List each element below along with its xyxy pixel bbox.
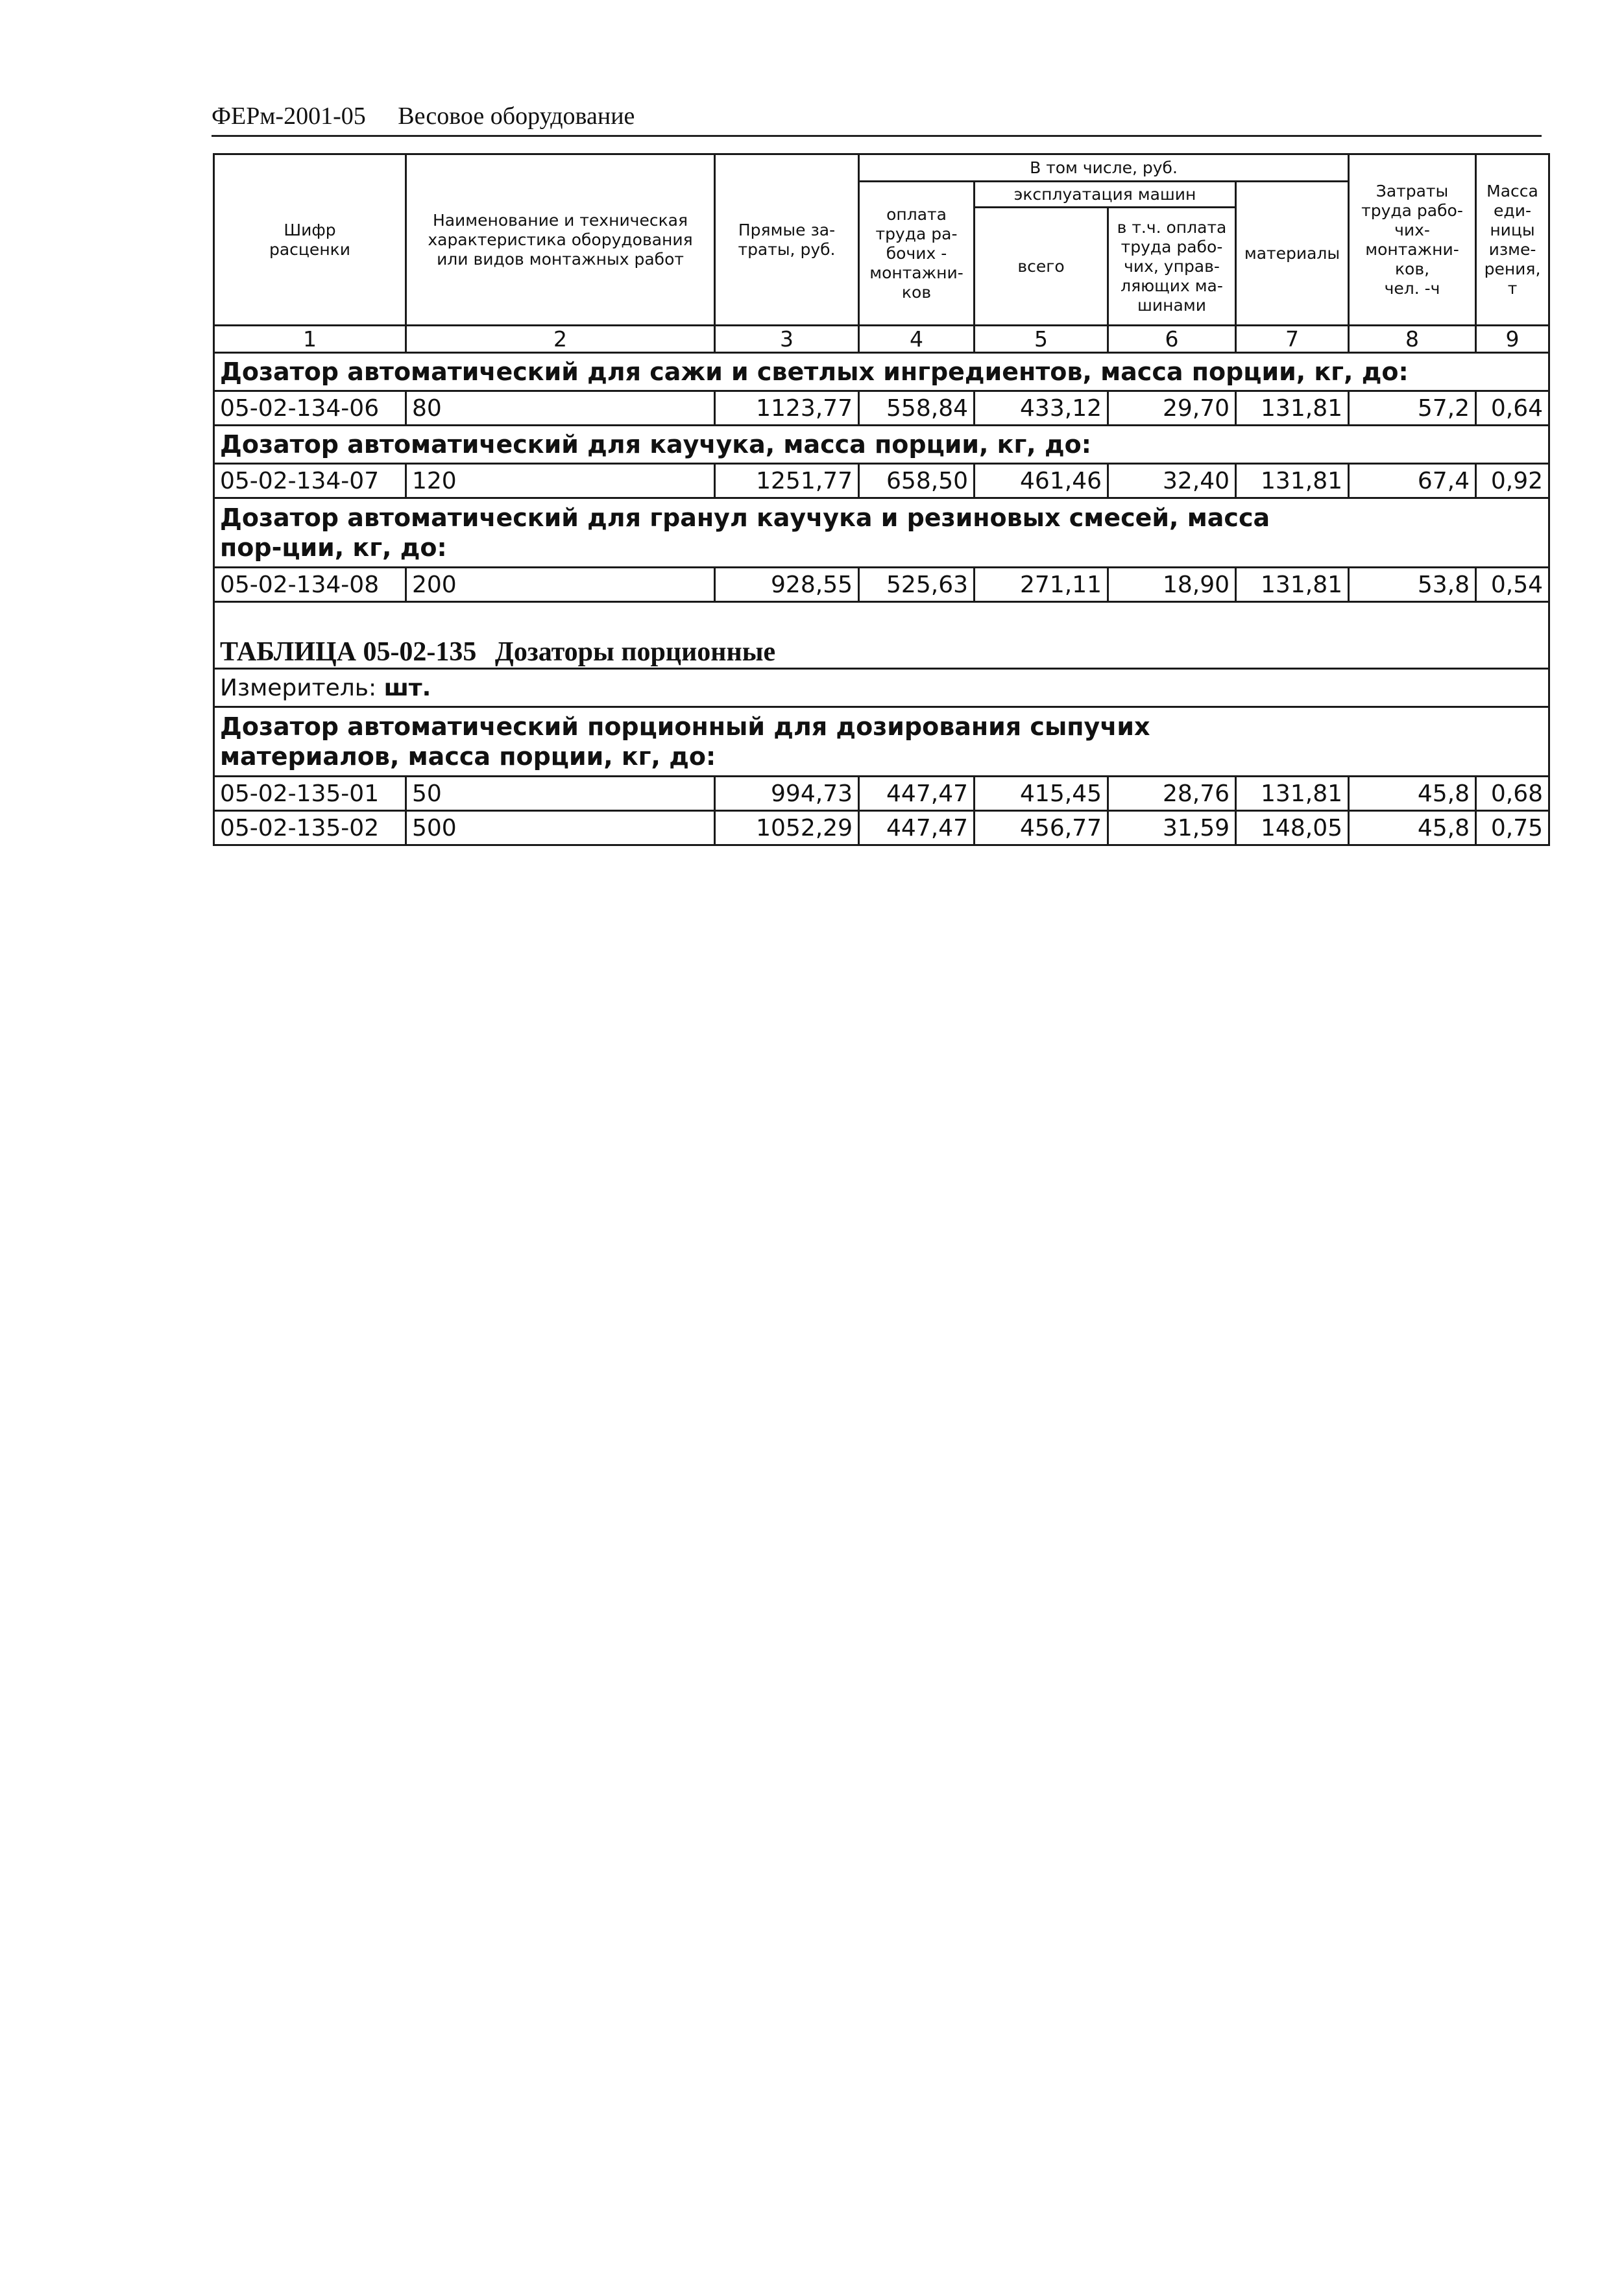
cell-materials: 131,81 bbox=[1236, 777, 1349, 811]
cell-operator-pay: 31,59 bbox=[1108, 811, 1236, 845]
measure-label: Измеритель: bbox=[220, 674, 377, 701]
column-header-machine-operation: эксплуатация машин bbox=[975, 182, 1236, 208]
cell-name: 50 bbox=[406, 777, 715, 811]
rates-table bbox=[213, 153, 1550, 846]
cell-worker-pay: 447,47 bbox=[859, 811, 975, 845]
cell-operator-pay: 32,40 bbox=[1108, 464, 1236, 498]
cell-labor: 45,8 bbox=[1349, 811, 1476, 845]
cell-worker-pay: 558,84 bbox=[859, 391, 975, 426]
cell-direct-costs: 928,55 bbox=[715, 568, 859, 602]
column-number: 4 bbox=[859, 326, 975, 353]
section-heading-row bbox=[214, 426, 1549, 464]
document-title: Весовое оборудование bbox=[398, 103, 635, 130]
section-heading-row bbox=[214, 353, 1549, 391]
cell-labor: 57,2 bbox=[1349, 391, 1476, 426]
table-row bbox=[214, 568, 1549, 602]
cell-operator-pay: 29,70 bbox=[1108, 391, 1236, 426]
cell-machines-total: 461,46 bbox=[975, 464, 1108, 498]
cell-materials: 131,81 bbox=[1236, 464, 1349, 498]
section-heading: Дозатор автоматический для гранул каучука и резиновых смесей, масса пор-ции, кг, до: bbox=[220, 503, 1270, 562]
column-header-unit-mass: Масса еди- ницы изме- рения, т bbox=[1476, 154, 1549, 326]
measure-row bbox=[214, 669, 1549, 707]
cell-operator-pay: 18,90 bbox=[1108, 568, 1236, 602]
cell-machines-total: 271,11 bbox=[975, 568, 1108, 602]
cell-worker-pay: 447,47 bbox=[859, 777, 975, 811]
column-number: 1 bbox=[214, 326, 406, 353]
section-heading: Дозатор автоматический для каучука, масса порции, кг, до: bbox=[214, 426, 1549, 464]
column-number: 2 bbox=[406, 326, 715, 353]
column-number: 3 bbox=[715, 326, 859, 353]
cell-name: 200 bbox=[406, 568, 715, 602]
cell-direct-costs: 1052,29 bbox=[715, 811, 859, 845]
table-row bbox=[214, 777, 1549, 811]
cell-direct-costs: 1251,77 bbox=[715, 464, 859, 498]
cell-labor: 67,4 bbox=[1349, 464, 1476, 498]
cell-worker-pay: 658,50 bbox=[859, 464, 975, 498]
cell-name: 80 bbox=[406, 391, 715, 426]
cell-name: 500 bbox=[406, 811, 715, 845]
cell-name: 120 bbox=[406, 464, 715, 498]
column-header-name: Наименование и техническая характеристика оборудования или видов монтажных работ bbox=[406, 154, 715, 326]
column-header-code: Шифр расценки bbox=[214, 154, 406, 326]
cell-unit-mass: 0,68 bbox=[1476, 777, 1549, 811]
cell-code: 05-02-134-08 bbox=[214, 568, 406, 602]
table-title-row bbox=[214, 602, 1549, 669]
column-number: 9 bbox=[1476, 326, 1549, 353]
cell-code: 05-02-134-07 bbox=[214, 464, 406, 498]
column-header-worker-pay: оплата труда ра- бочих - монтажни- ков bbox=[859, 182, 975, 326]
cell-machines-total: 415,45 bbox=[975, 777, 1108, 811]
column-number: 5 bbox=[975, 326, 1108, 353]
section-heading-row bbox=[214, 707, 1549, 777]
column-header-labor: Затраты труда рабо- чих- монтажни- ков, чел. -ч bbox=[1349, 154, 1476, 326]
cell-unit-mass: 0,64 bbox=[1476, 391, 1549, 426]
table-name: Дозаторы порционные bbox=[494, 637, 776, 667]
column-header-materials: материалы bbox=[1236, 182, 1349, 326]
cell-worker-pay: 525,63 bbox=[859, 568, 975, 602]
cell-code: 05-02-135-02 bbox=[214, 811, 406, 845]
measure-unit: шт. bbox=[383, 674, 431, 701]
column-header-group-including: В том числе, руб. bbox=[859, 154, 1349, 182]
table-row bbox=[214, 811, 1549, 845]
cell-direct-costs: 1123,77 bbox=[715, 391, 859, 426]
cell-direct-costs: 994,73 bbox=[715, 777, 859, 811]
section-heading: Дозатор автоматический для сажи и светлых ингредиентов, масса порции, кг, до: bbox=[214, 353, 1549, 391]
column-header-machine-operator-pay: в т.ч. оплата труда рабо- чих, управ- ляющих ма- шинами bbox=[1108, 208, 1236, 326]
cell-machines-total: 433,12 bbox=[975, 391, 1108, 426]
cell-materials: 131,81 bbox=[1236, 568, 1349, 602]
column-number: 7 bbox=[1236, 326, 1349, 353]
cell-unit-mass: 0,75 bbox=[1476, 811, 1549, 845]
table-number: ТАБЛИЦА 05-02-135 bbox=[220, 637, 477, 667]
section-heading: Дозатор автоматический порционный для дозирования сыпучих материалов, масса порции, кг, до: bbox=[220, 712, 1150, 771]
cell-unit-mass: 0,92 bbox=[1476, 464, 1549, 498]
cell-code: 05-02-134-06 bbox=[214, 391, 406, 426]
column-number: 8 bbox=[1349, 326, 1476, 353]
table-row bbox=[214, 391, 1549, 426]
document-code: ФЕРм-2001-05 bbox=[212, 103, 366, 130]
cell-machines-total: 456,77 bbox=[975, 811, 1108, 845]
cell-labor: 45,8 bbox=[1349, 777, 1476, 811]
section-heading-row bbox=[214, 498, 1549, 568]
table-row bbox=[214, 464, 1549, 498]
column-header-machines-total: всего bbox=[975, 208, 1108, 326]
cell-unit-mass: 0,54 bbox=[1476, 568, 1549, 602]
cell-labor: 53,8 bbox=[1349, 568, 1476, 602]
cell-operator-pay: 28,76 bbox=[1108, 777, 1236, 811]
column-header-direct-costs: Прямые за- траты, руб. bbox=[715, 154, 859, 326]
column-number: 6 bbox=[1108, 326, 1236, 353]
page-header bbox=[212, 97, 1542, 137]
cell-materials: 148,05 bbox=[1236, 811, 1349, 845]
column-number-row bbox=[214, 326, 1549, 353]
cell-materials: 131,81 bbox=[1236, 391, 1349, 426]
cell-code: 05-02-135-01 bbox=[214, 777, 406, 811]
